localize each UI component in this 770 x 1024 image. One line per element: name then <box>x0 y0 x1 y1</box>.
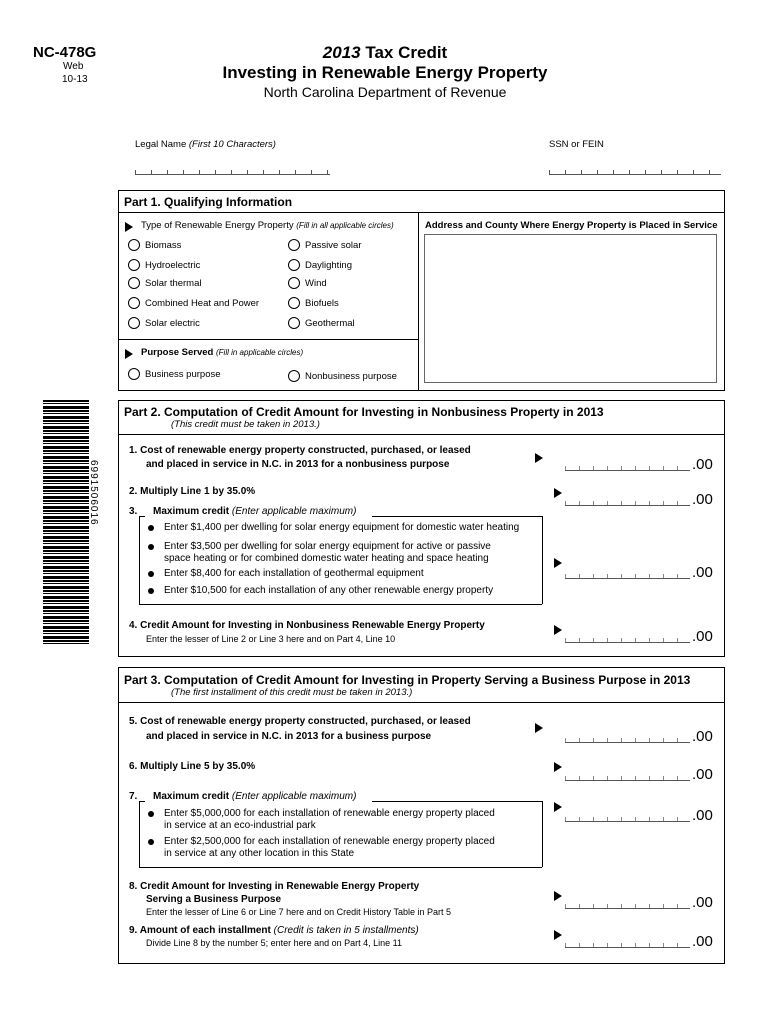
line7-bracket-left <box>139 801 140 867</box>
line8-text-b: Serving a Business Purpose <box>146 894 282 905</box>
option-daylighting[interactable] <box>288 259 352 271</box>
option-passive-solar[interactable] <box>288 239 362 251</box>
line3-bullet-2-cont: space heating or for combined domestic water heating and space heating <box>164 553 489 564</box>
line7-bracket-bottom <box>139 867 542 868</box>
option-label: Passive solar <box>305 239 362 251</box>
line2-amount-field[interactable] <box>565 497 690 506</box>
radio-circle-icon[interactable] <box>288 239 300 251</box>
line5-text-b: and placed in service in N.C. in 2013 for a business purpose <box>146 731 432 742</box>
line8-amount-field[interactable] <box>565 900 690 909</box>
line4-cents: .00 <box>692 628 713 645</box>
arrow-icon <box>554 558 562 568</box>
line3-bullet-3: Enter $8,400 for each installation of geothermal equipment <box>164 568 424 579</box>
option-label: Solar thermal <box>145 277 202 289</box>
line9-text-row <box>129 925 419 936</box>
line7-num: 7. <box>129 791 138 802</box>
type-label-row <box>141 220 394 231</box>
radio-circle-icon[interactable] <box>128 277 140 289</box>
radio-circle-icon[interactable] <box>128 259 140 271</box>
line2-text: 2. Multiply Line 1 by 35.0% <box>129 486 256 497</box>
option-biomass[interactable] <box>128 239 181 251</box>
line3-label: Maximum credit <box>153 506 230 517</box>
purpose-hint: (Fill in applicable circles) <box>215 348 304 357</box>
option-label: Biomass <box>145 239 182 251</box>
arrow-icon <box>554 802 562 812</box>
part2-title: Part 2. Computation of Credit Amount for Investing in Nonbusiness Property in 2013 <box>124 405 604 419</box>
line9-cents: .00 <box>692 933 713 950</box>
form-title <box>0 43 770 63</box>
option-label: Wind <box>305 277 327 289</box>
radio-circle-icon[interactable] <box>288 317 300 329</box>
option-label: Daylighting <box>305 259 352 271</box>
bullet-icon <box>148 525 154 531</box>
purpose-label-row <box>141 347 303 358</box>
line5-amount-field[interactable] <box>565 734 690 743</box>
part1-vdivider <box>418 212 419 390</box>
line4-amount-field[interactable] <box>565 634 690 643</box>
web-label: Web <box>63 61 84 72</box>
option-geothermal[interactable] <box>288 317 355 329</box>
option-business-purpose[interactable] <box>128 368 221 380</box>
option-hydroelectric[interactable] <box>128 259 200 271</box>
ssn-field[interactable] <box>549 168 721 175</box>
line8-cents: .00 <box>692 894 713 911</box>
department: North Carolina Department of Revenue <box>263 84 507 100</box>
line6-text: 6. Multiply Line 5 by 35.0% <box>129 761 256 772</box>
part3-subtitle: (The first installment of this credit must be taken in 2013.) <box>171 687 413 698</box>
bullet-icon <box>148 811 154 817</box>
arrow-icon <box>535 453 543 463</box>
option-label: Solar electric <box>145 317 200 329</box>
arrow-icon <box>125 349 133 359</box>
part1-divider <box>118 212 725 213</box>
radio-circle-icon[interactable] <box>288 370 300 382</box>
line4-text-a: 4. Credit Amount for Investing in Nonbusiness Renewable Energy Property <box>129 620 485 631</box>
line7-label: Maximum credit <box>153 791 230 802</box>
option-label: Combined Heat and Power <box>145 297 260 309</box>
line7-bullet-1b: in service at an eco-industrial park <box>164 820 316 831</box>
arrow-icon <box>125 222 133 232</box>
bullet-icon <box>148 571 154 577</box>
part2-divider <box>118 434 725 435</box>
radio-circle-icon[interactable] <box>128 368 140 380</box>
line6-cents: .00 <box>692 766 713 783</box>
line3-bracket-top <box>372 516 542 517</box>
line3-bullet-1: Enter $1,400 per dwelling for solar energy equipment for domestic water heating <box>164 522 520 533</box>
line7-bullet-2b: in service at any other location in this State <box>164 848 355 859</box>
line3-bracket-right <box>542 516 543 604</box>
title-suffix: Tax Credit <box>365 43 448 62</box>
line9-hint: (Credit is taken in 5 installments) <box>273 925 419 936</box>
line8-text-c: Enter the lesser of Line 6 or Line 7 here and on Credit History Table in Part 5 <box>146 907 452 917</box>
line7-label-row <box>153 791 356 802</box>
line9-text-b: Divide Line 8 by the number 5; enter here and on Part 4, Line 11 <box>146 938 402 948</box>
option-label: Biofuels <box>305 297 339 309</box>
line7-bracket-top <box>372 801 542 802</box>
arrow-icon <box>554 891 562 901</box>
ssn-label: SSN or FEIN <box>549 139 604 150</box>
part1-title: Part 1. Qualifying Information <box>124 195 293 209</box>
line3-amount-field[interactable] <box>565 570 690 579</box>
line3-cents: .00 <box>692 564 713 581</box>
line5-cents: .00 <box>692 728 713 745</box>
option-solar-electric[interactable] <box>128 317 200 329</box>
line7-cents: .00 <box>692 807 713 824</box>
line3-bullet-4: Enter $10,500 for each installation of any other renewable energy property <box>164 585 494 596</box>
radio-circle-icon[interactable] <box>128 317 140 329</box>
line4-text-b: Enter the lesser of Line 2 or Line 3 here and on Part 4, Line 10 <box>146 634 396 644</box>
line2-cents: .00 <box>692 491 713 508</box>
arrow-icon <box>554 762 562 772</box>
line3-bracket-left <box>139 516 140 604</box>
radio-circle-icon[interactable] <box>288 259 300 271</box>
radio-circle-icon[interactable] <box>288 277 300 289</box>
barcode-number: 6991506016 <box>88 460 99 526</box>
bullet-icon <box>148 839 154 845</box>
option-nonbusiness-purpose[interactable] <box>288 370 397 382</box>
line9-label: 9. Amount of each installment <box>129 925 271 936</box>
radio-circle-icon[interactable] <box>128 297 140 309</box>
line1-amount-field[interactable] <box>565 462 690 471</box>
option-solar-thermal[interactable] <box>128 277 202 289</box>
option-chp[interactable] <box>128 297 259 309</box>
bullet-icon <box>148 588 154 594</box>
form-id: NC-478G <box>33 44 97 61</box>
barcode <box>43 400 89 644</box>
arrow-icon <box>535 723 543 733</box>
option-label: Business purpose <box>145 368 221 380</box>
line7-bullet-1a: Enter $5,000,000 for each installation of renewable energy property placed <box>164 808 495 819</box>
part3-title: Part 3. Computation of Credit Amount for Investing in Property Serving a Business Purpose in 2013 <box>124 673 691 687</box>
option-label: Geothermal <box>305 317 355 329</box>
arrow-icon <box>554 488 562 498</box>
line3-num: 3. <box>129 506 138 517</box>
title-year: 2013 <box>322 43 361 62</box>
line7-bullet-2a: Enter $2,500,000 for each installation of renewable energy property placed <box>164 836 495 847</box>
part1-hdivider <box>118 339 418 340</box>
option-wind[interactable] <box>288 277 327 289</box>
revision-label: 10-13 <box>62 74 88 85</box>
line1-text-a: 1. Cost of renewable energy property constructed, purchased, or leased <box>129 445 471 456</box>
form-subtitle: Investing in Renewable Energy Property <box>222 63 548 82</box>
purpose-label: Purpose Served <box>141 347 214 358</box>
option-label: Hydroelectric <box>145 259 201 271</box>
radio-circle-icon[interactable] <box>288 297 300 309</box>
legal-name-text: Legal Name <box>135 139 187 150</box>
line8-text-a: 8. Credit Amount for Investing in Renewable Energy Property <box>129 881 420 892</box>
arrow-icon <box>554 930 562 940</box>
line7-hint: (Enter applicable maximum) <box>231 791 357 802</box>
line7-amount-field[interactable] <box>565 813 690 822</box>
part3-divider <box>118 702 725 703</box>
legal-name-hint: (First 10 Characters) <box>188 139 276 150</box>
radio-circle-icon[interactable] <box>128 239 140 251</box>
line5-text-a: 5. Cost of renewable energy property constructed, purchased, or leased <box>129 716 471 727</box>
option-label: Nonbusiness purpose <box>305 370 397 382</box>
address-label: Address and County Where Energy Property is Placed in Service <box>425 220 718 231</box>
arrow-icon <box>554 625 562 635</box>
line3-bullet-2: Enter $3,500 per dwelling for solar energy equipment for active or passive <box>164 541 491 552</box>
legal-name-label <box>135 139 276 150</box>
line1-text-b: and placed in service in N.C. in 2013 for a nonbusiness purpose <box>146 459 450 470</box>
line3-label-row <box>153 506 356 517</box>
line1-cents: .00 <box>692 456 713 473</box>
type-hint: (Fill in all applicable circles) <box>296 221 394 230</box>
line3-hint: (Enter applicable maximum) <box>231 506 357 517</box>
address-textarea[interactable] <box>424 234 717 383</box>
line9-amount-field[interactable] <box>565 939 690 948</box>
legal-name-field[interactable] <box>135 168 330 175</box>
type-label: Type of Renewable Energy Property <box>141 220 294 231</box>
line7-bracket-right <box>542 801 543 867</box>
part2-subtitle: (This credit must be taken in 2013.) <box>171 419 320 430</box>
bullet-icon <box>148 544 154 550</box>
line6-amount-field[interactable] <box>565 772 690 781</box>
line3-bracket-bottom <box>139 604 542 605</box>
option-biofuels[interactable] <box>288 297 339 309</box>
